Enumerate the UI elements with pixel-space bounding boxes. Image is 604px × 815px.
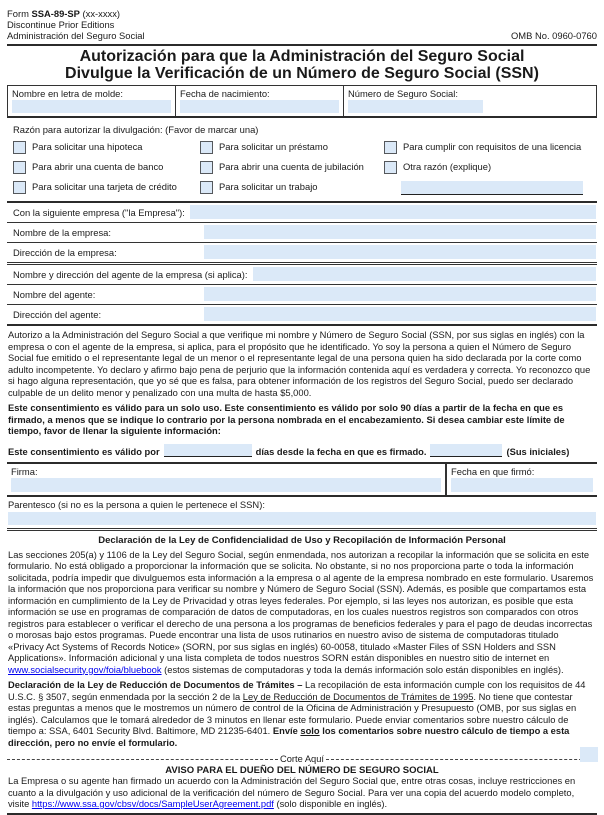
other-reason-input[interactable] (401, 181, 583, 195)
sign-date-input[interactable] (451, 478, 593, 492)
privacy-body-tail: (estos sistemas de computadoras y toda la demás información solo están disponibles en inglés). (161, 664, 564, 675)
reason-section (7, 118, 597, 201)
agent-intro-input[interactable] (253, 267, 597, 281)
consent-line-part3: (Sus iniciales) (506, 446, 570, 457)
paperwork-bold-tail1: Envíe (272, 726, 301, 736)
ssn-label: Número de Seguro Social: (348, 88, 458, 99)
authorization-paragraph: Autorizo a la Administración del Seguro Social a que verifique mi nombre y Número de Seguro Social (SSN, por sus siglas en inglés) con la empresa o con el agente de la empresa, si aplica, para el propósito que he identificado. Yo soy la persona a quien el Número de Seguro Social fue emitido o el representante legal de un menor o el representante legal de una persona quien ha sido declarada por la corte como adulto incompetente. Yo declaro y afirmo bajo pena de perjurio que la información contenida aquí es verdadera y correcta. Yo reconozco que si hago alguna representación, que yo sé que es falsa, para obtener información de los registros del Seguro Social, puedo ser declarado culpable de un delito menor y penalizado con una multa de hasta $5,000. (8, 330, 591, 398)
reason-retirement-account[interactable] (200, 161, 384, 174)
reason-loan[interactable] (200, 141, 384, 154)
identity-row (7, 85, 597, 118)
cut-here-label: Corte Aquí (280, 754, 324, 764)
checkbox-icon[interactable] (384, 161, 397, 174)
cut-here-line (7, 754, 597, 764)
form-suffix: (xx-xxxx) (79, 8, 121, 19)
reason-label: Para solicitar una hipoteca (32, 141, 143, 152)
agent-name-input[interactable] (204, 287, 596, 301)
form-number: SSA-89-SP (31, 8, 80, 19)
agent-address-label: Dirección del agente: (13, 308, 102, 320)
cut-dashes-right (326, 759, 597, 760)
aviso-body-text: La Empresa o su agente han firmado un acuerdo con la Administración del Seguro Social que, entre otras cosas, incluye restricciones en cuanto a la divulgación y uso adicional de la verificación del número de Seguro Social. Para ver una copia del acuerdo modelo completo, visite (8, 776, 576, 809)
privacy-heading: Declaración de la Ley de Confidencialidad de Uso y Recopilación de Información Personal (98, 534, 506, 546)
privacy-body-text: Las secciones 205(a) y 1106 de la Ley del Seguro Social, según enmendada, nos autorizan a recopilar la información que se solicita en este formulario. No está obligado a proporcionar la información que se solicita. No obstante, si no nos proporciona parte o toda la información solicitada, podría impedir que divulguemos esta información a la empresa o al agente de la empresa nombrado en este formulario. Usaremos la información que nos proporciona para verificar su nombre y Número de Seguro Social (SSN). Además, es posible que compartamos esta información en cumplimiento de la Ley de Privacidad y otras leyes federales. Por ejemplo, si las leyes nos autorizan, es posible que esta información se use en programas de comparación de datos de computadoras, en los cuales nuestros registros son comparados con otros registros para establecer o verificar el derecho de una persona a los programas de beneficios federales y para el pago de deudas incorrectas o morosas bajo estos programas. Puede encontrar una lista de usos rutinarios en nuestro aviso de sistema de computadoras titulado «Privacy Act Systems of Records Notice» (SORN, por sus siglas en inglés) 60-0058, titulado «Master Files of SSN Holders and SSN Applications». Información adicional y una lista completa de todos nuestros SORN están disponibles en nuestro sitio de internet en (8, 549, 594, 663)
checkbox-icon[interactable] (200, 181, 213, 194)
form-header (7, 8, 597, 41)
reason-label: Para cumplir con requisitos de una licencia (403, 141, 582, 152)
company-intro-row (7, 203, 597, 223)
header-rule (7, 44, 597, 46)
reason-mortgage[interactable] (13, 141, 200, 154)
paperwork-bold-tail2: los comentarios sobre nuestro cálculo de tiempo a esta dirección, pero no envíe el formulario. (8, 726, 570, 748)
ssn-input[interactable] (348, 100, 483, 113)
form-title-line1: Autorización para que la Administración del Seguro Social (79, 48, 525, 65)
paperwork-text1: La recopilación de esta información cumple con los requisitos de 44 U.S.C. § 3507, según enmendada por la sección 2 de la (8, 680, 586, 702)
reason-label: Otra razón (explique) (403, 161, 492, 172)
consent-initials-input[interactable] (430, 444, 502, 457)
discontinue-line: Discontinue Prior Editions (7, 19, 115, 30)
checkbox-icon[interactable] (13, 141, 26, 154)
sign-date-label: Fecha en que firmó: (451, 465, 535, 477)
company-name-row (7, 223, 597, 243)
signature-row (7, 462, 597, 497)
consent-days-input[interactable] (164, 444, 252, 457)
company-name-input[interactable] (204, 225, 596, 239)
form-number-line (7, 8, 145, 19)
consent-line-part1: Este consentimiento es válido por (8, 446, 160, 457)
agent-address-input[interactable] (204, 307, 596, 321)
reason-license[interactable] (384, 141, 597, 154)
agreement-link[interactable]: https://www.ssa.gov/cbsv/docs/SampleUserAgreement.pdf (31, 799, 274, 809)
name-label: Nombre en letra de molde: (12, 88, 123, 99)
reason-label: Para abrir una cuenta de jubilación (219, 161, 364, 172)
stray-field-box[interactable] (580, 747, 598, 762)
paperwork-lead: Declaración de la Ley de Reducción de Documentos de Trámites – (8, 680, 303, 690)
signature-input[interactable] (11, 478, 441, 492)
sign-date-cell (445, 464, 597, 495)
form-id-block (7, 8, 145, 41)
relationship-input[interactable] (8, 512, 596, 525)
dob-label: Fecha de nacimiento: (180, 88, 270, 99)
agent-name-row (7, 285, 597, 305)
agent-intro-row (7, 265, 597, 285)
form-title-line2: Divulgue la Verificación de un Número de Seguro Social (SSN) (65, 65, 539, 82)
reason-credit-card[interactable] (13, 181, 200, 195)
checkbox-icon[interactable] (13, 181, 26, 194)
paperwork-paragraph (8, 680, 596, 749)
checkbox-icon[interactable] (200, 141, 213, 154)
reason-other[interactable] (384, 161, 597, 174)
relationship-label: Parentesco (si no es la persona a quien le pertenece el SSN): (8, 498, 265, 510)
agent-intro-label: Nombre y dirección del agente de la empresa (si aplica): (13, 268, 248, 280)
cut-dashes-left (7, 759, 278, 760)
reason-job[interactable] (200, 181, 384, 195)
company-address-input[interactable] (204, 245, 596, 259)
privacy-paragraph (8, 550, 596, 677)
reason-label: Para abrir una cuenta de banco (32, 161, 164, 172)
form-title (7, 48, 597, 82)
aviso-paragraph (8, 776, 596, 811)
agent-name-label: Nombre del agente: (13, 288, 96, 300)
reason-bank-account[interactable] (13, 161, 200, 174)
ssn-cell (343, 86, 596, 116)
company-name-label: Nombre de la empresa: (13, 226, 111, 238)
signature-cell (7, 464, 445, 495)
consent-paragraph: Este consentimiento es válido para un solo uso. Este consentimiento es válido por solo 90 días a partir de la fecha en que es firmado, a menos que se indique lo contrario por la persona nombrada en el encabezamiento. Si desea cambiar este límite de tiempo, favor de llenar la siguiente información: (8, 403, 565, 436)
checkbox-icon[interactable] (200, 161, 213, 174)
name-input[interactable] (12, 100, 171, 113)
bluebook-link[interactable]: www.socialsecurity.gov/foia/bluebook (8, 664, 162, 675)
form-prefix: Form (7, 8, 32, 19)
name-cell (8, 86, 175, 116)
paperwork-text2: . No tiene que contestar estas preguntas a menos que le mostremos un número de control de la Oficina de Administración y Presupuesto (OMB, por sus siglas en inglés). Calculamos que le tomará alrededor de 3 minutos en llenar este formulario. Puede enviar comentarios sobre nuestro cálculo de tiempo a: SSA, 6401 Security Blvd. Baltimore, MD 21235-6401. (8, 691, 577, 736)
reason-heading: Razón para autorizar la divulgación: (Favor de marcar una) (13, 124, 259, 135)
checkbox-icon[interactable] (384, 141, 397, 154)
paperwork-act-link[interactable]: Ley de Reducción de Documentos de Trámites de 1995 (242, 691, 474, 702)
dob-cell (175, 86, 343, 116)
reason-label: Para solicitar un préstamo (219, 141, 328, 152)
omb-number: OMB No. 0960-0760 (511, 30, 597, 41)
consent-line-part2: días desde la fecha en que es firmado. (255, 446, 427, 457)
paperwork-bold-solo: solo (300, 726, 320, 736)
aviso-heading: AVISO PARA EL DUEÑO DEL NÚMERO DE SEGURO SOCIAL (165, 765, 439, 776)
consent-duration-line (8, 444, 596, 457)
company-address-label: Dirección de la empresa: (13, 246, 117, 258)
signature-label: Firma: (11, 465, 38, 477)
bottom-rule (7, 813, 597, 815)
company-address-row (7, 243, 597, 265)
dob-input[interactable] (180, 100, 339, 113)
checkbox-icon[interactable] (13, 161, 26, 174)
company-intro-input[interactable] (190, 205, 596, 219)
other-reason-cell (384, 181, 597, 195)
reason-label: Para solicitar una tarjeta de crédito (32, 181, 177, 192)
agency-line: Administración del Seguro Social (7, 30, 145, 41)
reason-checkbox-grid (13, 141, 597, 195)
agent-address-row (7, 305, 597, 326)
aviso-body-tail: (solo disponible en inglés). (273, 799, 388, 809)
relationship-row (7, 497, 597, 531)
reason-label: Para solicitar un trabajo (219, 181, 318, 192)
company-intro-label: Con la siguiente empresa ("la Empresa"): (13, 206, 185, 218)
